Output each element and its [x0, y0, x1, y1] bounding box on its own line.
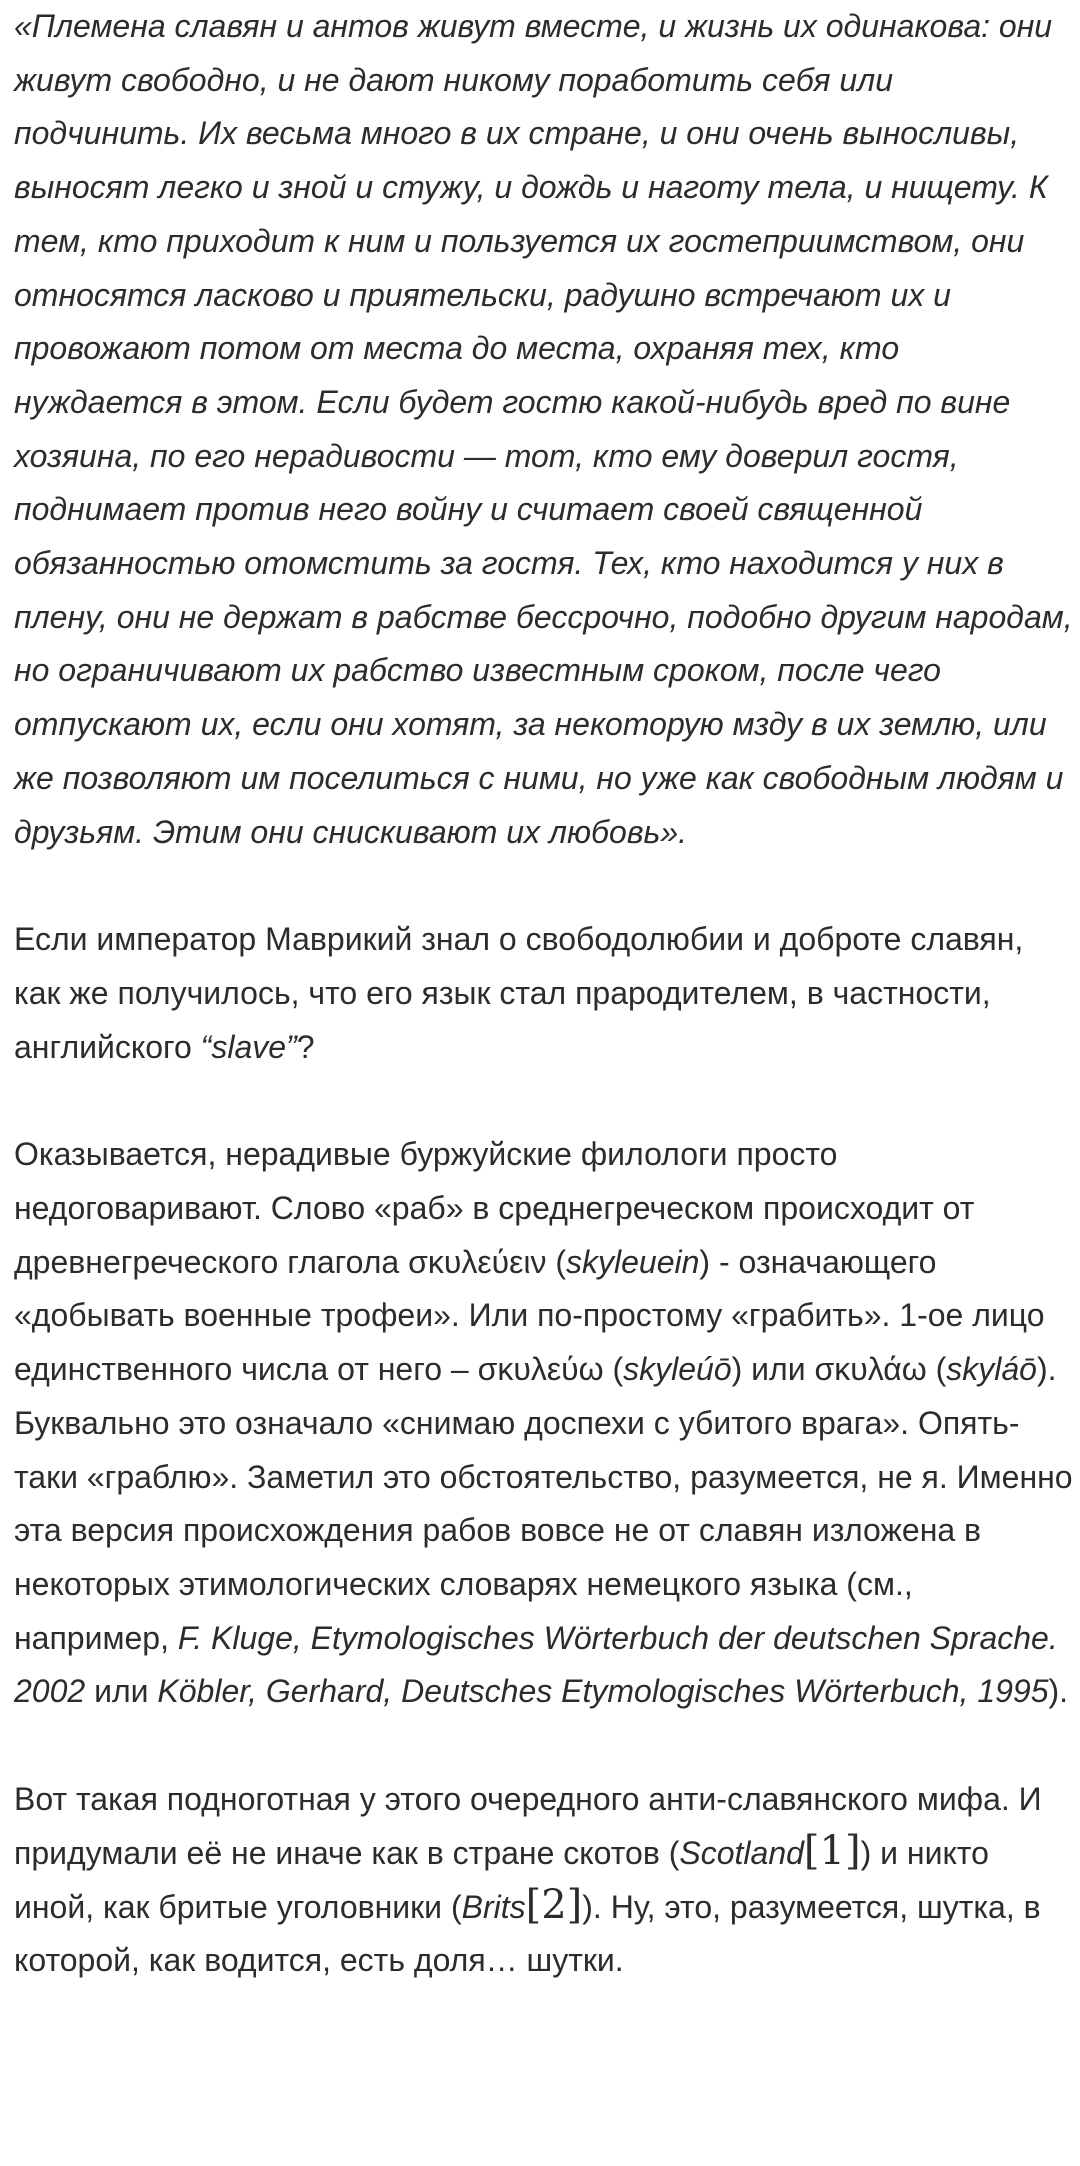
etymology-text-4: ). Буквально это означало «снимаю доспехи с убитого врага». Опять-таки «граблю». Заметил это обстоятельство, разумеется, не я. Именно эта версия происхождения рабов вовсе не от славян изложена в некоторых этимологических словарях немецкого языка (см., например, — [14, 1351, 1073, 1656]
footnote-ref-1[interactable]: [1] — [803, 1827, 861, 1874]
paragraph-myth — [14, 1773, 1074, 1988]
paragraph-gap — [14, 1719, 1074, 1773]
etymology-text-1: Оказывается, нерадивые буржуйские филологи просто недоговаривают. Слово «раб» в среднегреческом происходит от древнегреческого глагола σκυλεύειν ( — [14, 1136, 975, 1280]
myth-text-2: ) и никто иной, как бритые уголовники ( — [14, 1834, 989, 1925]
paragraph-gap — [14, 859, 1074, 913]
article-body — [14, 0, 1074, 1988]
footnote-ref-2[interactable]: [2] — [525, 1881, 583, 1928]
paragraph-question — [14, 913, 1074, 1074]
term-scotland: Scotland — [679, 1834, 804, 1871]
etymology-text-5: или — [85, 1673, 158, 1710]
transliteration-skylao: skyláō — [946, 1351, 1037, 1388]
term-brits: Brits — [461, 1888, 526, 1925]
paragraph-etymology — [14, 1128, 1074, 1719]
myth-text-3: ). Ну, это, разумеется, шутка, в которой, как водится, есть доля… шутки. — [14, 1888, 1041, 1979]
etymology-text-6: ). — [1048, 1673, 1069, 1710]
term-slave: “slave” — [200, 1028, 297, 1065]
transliteration-skyleuein: skyleuein — [566, 1243, 700, 1280]
myth-text-1: Вот такая подноготная у этого очередного анти-славянского мифа. И придумали её не иначе как в стране скотов ( — [14, 1781, 1042, 1871]
quote-paragraph: «Племена славян и антов живут вместе, и жизнь их одинакова: они живут свободно, и не дают никому поработить себя или подчинить. Их весьма много в их стране, и они очень выносливы, выносят легко и зной и стужу, и дождь и наготу тела, и нищету. К тем, кто приходит к ним и пользуется их гостеприимством, они относятся ласково и приятельски, радушно встречают их и провожают потом от места до места, охраняя тех, кто нуждается в этом. Если будет гостю какой-нибудь вред по вине хозяина, по его нерадивости — тот, кто ему доверил гостя, поднимает против него войну и считает своей священной обязанностью отомстить за гостя. Тех, кто находится у них в плену, они не держат в рабстве бессрочно, подобно другим народам, но ограничивают их рабство известным сроком, после чего отпускают их, если они хотят, за некоторую мзду в их землю, или же позволяют им поселиться с ними, но уже как свободным людям и друзьям. Этим они снискивают их любовь». — [14, 8, 1073, 850]
citation-kluge: F. Kluge, Etymologisches Wörterbuch der deutschen Sprache. 2002 — [14, 1619, 1058, 1710]
paragraph-text: Если император Маврикий знал о свободолюбии и доброте славян, как же получилось, что его язык стал прародителем, в частности, английского — [14, 921, 1024, 1065]
paragraph-gap — [14, 1074, 1074, 1128]
etymology-text-2: ) - означающего «добывать военные трофеи». Или по-простому «грабить». 1-ое лицо единственного числа от него – σκυλεύω ( — [14, 1243, 1045, 1388]
citation-kobler: Köbler, Gerhard, Deutsches Etymologisches Wörterbuch, 1995 — [157, 1673, 1049, 1710]
transliteration-skyleuo: skyleúō — [623, 1351, 732, 1388]
etymology-text-3: ) или σκυλάω ( — [731, 1351, 947, 1388]
paragraph-text-end: ? — [296, 1028, 315, 1065]
